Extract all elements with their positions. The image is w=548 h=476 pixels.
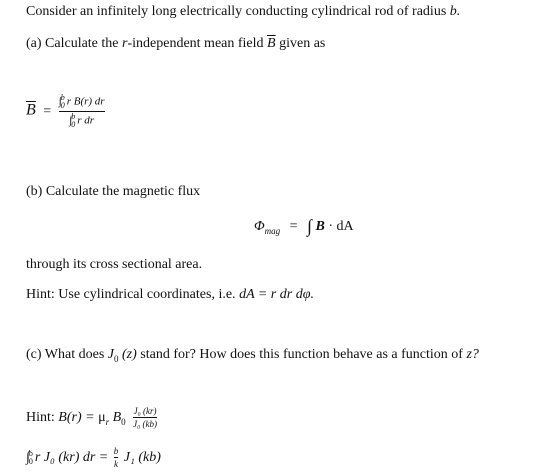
fraction-bar — [114, 457, 119, 458]
flux-field-vector: B — [315, 219, 325, 234]
radius-variable: b. — [449, 4, 461, 19]
hint2-label: Hint: — [26, 410, 55, 426]
hint2-fraction — [133, 406, 157, 430]
bessel-argument: (z) — [121, 347, 137, 362]
eq1-fraction — [59, 94, 105, 129]
fraction-bar — [133, 417, 157, 418]
part-b-text: (b) Calculate the magnetic flux — [26, 184, 201, 199]
flux-equals: = — [289, 219, 298, 234]
intro-text — [26, 4, 460, 20]
eq1-equals: = — [43, 103, 52, 119]
cross-section-text: through its cross sectional area. — [26, 257, 203, 272]
permeability-subscript: r — [105, 416, 110, 427]
eq1-lhs: $\overline{B}$ — [26, 101, 36, 119]
flux-area-element: · dA — [324, 219, 354, 234]
hint2-lhs: B(r) = — [58, 410, 95, 426]
flux-subscript: mag — [264, 225, 281, 236]
hint2-denominator: J₀ (kb) — [133, 419, 158, 430]
hint-cylindrical — [26, 287, 314, 303]
part-c-z-variable: z? — [466, 347, 479, 362]
identity-fraction — [114, 446, 119, 470]
upper-limit: b — [28, 448, 33, 458]
eq1-numerator-expression: r B(r) dr — [66, 95, 105, 108]
hint1-math: dA = r dr dφ. — [239, 287, 314, 302]
identity-fraction-denominator: k — [114, 459, 119, 470]
part-a-r-variable: r — [122, 36, 128, 51]
flux-equation — [254, 216, 354, 237]
identity-lhs: r J₀ (kr) dr = — [34, 450, 109, 466]
part-c-prefix: (c) What does — [26, 347, 105, 362]
integral-symbol: ∫ — [26, 450, 30, 466]
part-c-suffix: stand for? How does this function behave as a function of — [140, 347, 463, 362]
fraction-bar — [59, 111, 105, 112]
part-a-suffix: -independent mean field — [127, 36, 264, 51]
eq1-numerator — [59, 94, 105, 110]
upper-limit: b — [71, 112, 76, 121]
lower-limit: 0 — [71, 120, 76, 129]
b0-subscript: 0 — [121, 416, 126, 427]
bessel-integral-identity — [26, 446, 161, 470]
part-a-prefix: (a) Calculate the — [26, 36, 119, 51]
lower-limit: 0 — [28, 456, 33, 466]
upper-limit: b — [60, 93, 65, 102]
eq1-denominator — [59, 113, 105, 129]
part-c-text — [26, 347, 479, 364]
bessel-order: 0 — [113, 353, 119, 364]
mean-field-equation — [26, 94, 105, 129]
part-a-mean-field-symbol: $\overline{B}$ — [267, 36, 276, 51]
integral-symbol: ∫ — [307, 216, 313, 236]
integral-symbol: ∫ — [69, 114, 73, 127]
identity-fraction-numerator: b — [113, 446, 119, 456]
hint2-numerator: J₀ (kr) — [133, 406, 157, 416]
lower-limit: 0 — [60, 101, 65, 110]
eq1-denominator-expression: r dr — [77, 114, 95, 127]
bessel-J-symbol: J — [107, 347, 114, 362]
integral-symbol: ∫ — [58, 95, 62, 108]
hint-field-profile — [26, 406, 157, 430]
b0-symbol: B — [112, 410, 122, 426]
part-a-end: given as — [279, 36, 326, 51]
hint1-label: Hint: Use cylindrical coordinates, i.e. — [26, 287, 236, 302]
permeability-symbol: μ — [98, 410, 106, 426]
part-a-text — [26, 36, 325, 52]
flux-symbol: Φ — [254, 219, 265, 234]
identity-rhs: J₁ (kb) — [123, 450, 161, 466]
intro-sentence: Consider an infinitely long electrically conducting cylindrical rod of radius — [26, 4, 447, 19]
